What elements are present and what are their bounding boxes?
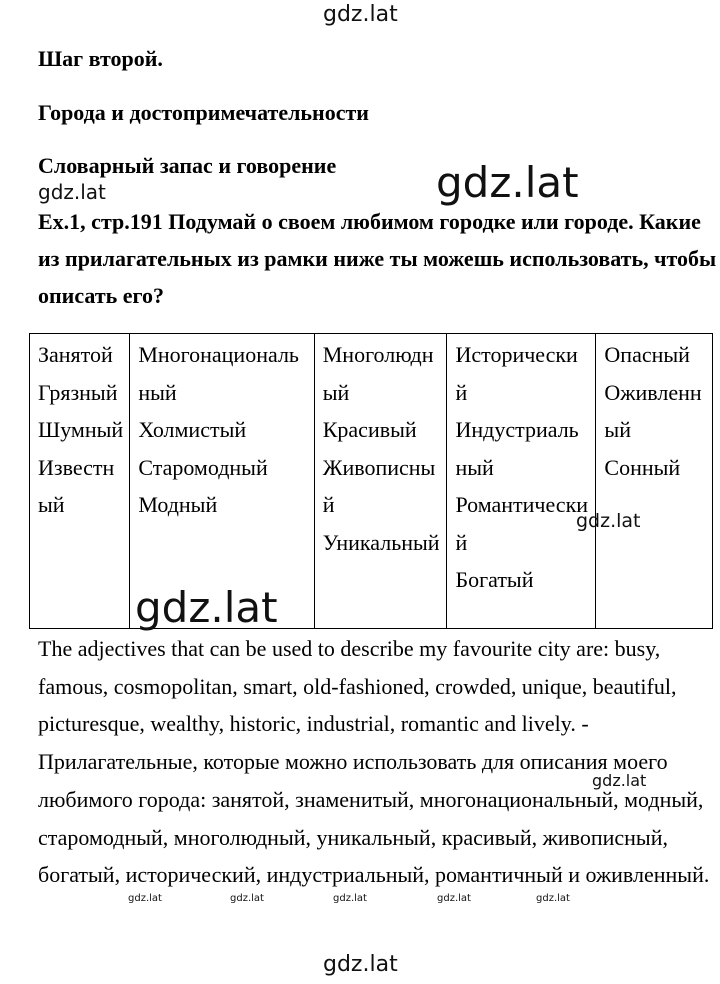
list-item: Сонный [604, 454, 681, 480]
watermark-small: gdz.lat [38, 180, 106, 204]
list-item: Исторический [455, 342, 578, 405]
list-item: Опасный [604, 342, 690, 367]
list-item: Известный [38, 454, 115, 517]
list-item: Многонациональный [138, 342, 299, 405]
section-heading: Словарный запас и говорение [38, 153, 337, 178]
list-item: Занятой [38, 342, 113, 367]
answer-text: The adjectives that can be used to describe my favourite city are: busy, famous, cosmopolitan, smart, old-fashioned, crowded, unique, beautiful, picturesque, wealthy, historic, industrial, romantic and lively. - Прилагательные, которые можно использовать для описания моего любимого города: занятой, знаменитый, многонациональный, модный, старомодный, многолюдный, уникальный, красивый, живописный, богатый, исторический, индустриальный, романтичный и оживленный. [38, 636, 710, 888]
watermark-large: gdz.lat [436, 158, 579, 207]
adjective-column-3 [314, 334, 447, 629]
watermark-bottom: gdz.lat [323, 952, 398, 977]
topic-heading: Города и достопримечательности [38, 100, 369, 125]
list-item: Шумный [38, 417, 124, 442]
list-item: Уникальный [322, 529, 440, 555]
list-item: Богатый [455, 567, 534, 592]
list-item: Красивый [322, 417, 417, 442]
watermark-large: gdz.lat [135, 583, 278, 632]
list-item: Индустриальный [455, 417, 579, 480]
watermark-top: gdz.lat [323, 2, 398, 27]
list-item: Многолюдный [322, 342, 434, 405]
watermark-tiny: gdz.lat [536, 893, 570, 904]
watermark-tiny: gdz.lat [333, 893, 367, 904]
list-item: Живописный [322, 454, 436, 517]
adjective-column-1 [30, 334, 130, 629]
exercise-task: Ex.1, стр.191 Подумай о своем любимом городке или городе. Какие из прилагательных из рамки ниже ты можешь использовать, чтобы описать его? [38, 209, 717, 308]
list-item: Модный [138, 492, 218, 517]
watermark-medium: gdz.lat [576, 510, 641, 532]
watermark-tiny: gdz.lat [437, 893, 471, 904]
list-item: Холмистый [138, 417, 247, 442]
list-item: Грязный [38, 379, 118, 405]
list-item: Оживленный [604, 379, 702, 442]
list-item: Романтический [455, 492, 589, 555]
watermark-medium: gdz.lat [592, 771, 647, 790]
adjective-column-4 [447, 334, 596, 629]
table-row [30, 334, 713, 629]
adjective-column-5 [596, 334, 713, 629]
list-item: Старомодный [138, 454, 268, 480]
adjectives-table [29, 333, 713, 629]
watermark-tiny: gdz.lat [128, 893, 162, 904]
step-heading: Шаг второй. [38, 46, 163, 71]
watermark-tiny: gdz.lat [230, 893, 264, 904]
